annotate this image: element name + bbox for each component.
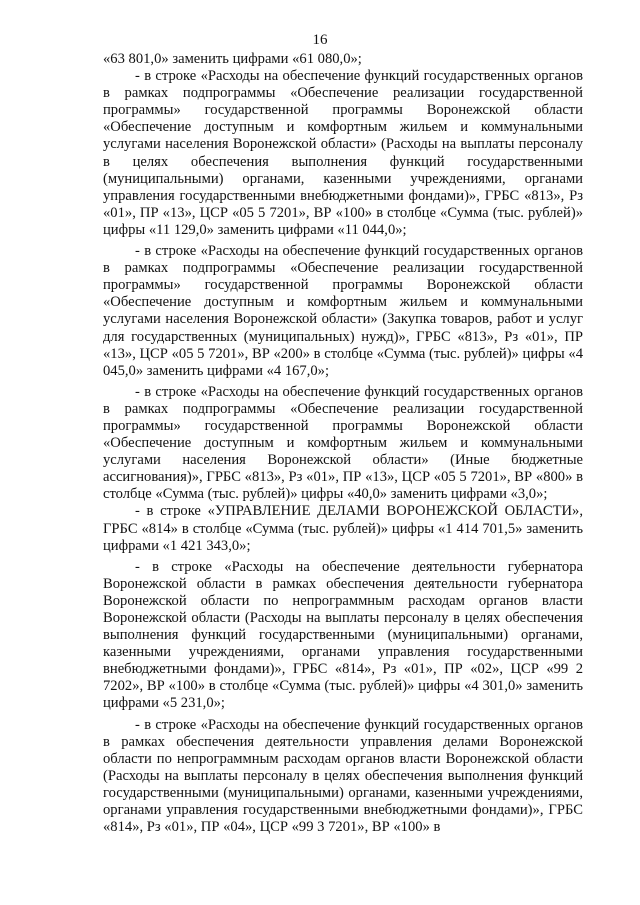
- paragraph-item: - в строке «Расходы на обеспечение функций государственных органов в рамках подпрограммы «Обеспечение реализации государственной программы» государственной программы Воронежской области «Обеспечение доступным и комфортным жильем и коммунальными услугами населения Воронежской области» (Иные бюджетные ассигнования)», ГРБС «813», Рз «01», ПР «13», ЦСР «05 5 7201», ВР «800» в столбце «Сумма (тыс. рублей)» цифры «40,0» заменить цифрами «3,0»;: [103, 383, 583, 503]
- paragraph-item: - в строке «Расходы на обеспечение функций государственных органов в рамках подпрограммы «Обеспечение реализации государственной программы» государственной программы Воронежской области «Обеспечение доступным и комфортным жильем и коммунальными услугами населения Воронежской области» (Закупка товаров, работ и услуг для государственных (муниципальных) нужд)», ГРБС «813», Рз «01», ПР «13», ЦСР «05 5 7201», ВР «200» в столбце «Сумма (тыс. рублей)» цифры «4 045,0» заменить цифрами «4 167,0»;: [103, 243, 583, 379]
- page-number: 16: [312, 32, 328, 48]
- paragraph-item: - в строке «Расходы на обеспечение деятельности губернатора Воронежской области в рамках обеспечения деятельности губернатора Воронежской области по непрограммным расходам органов власти Воронежской области (Расходы на выплаты персоналу в целях обеспечения выполнения функций государственными (муниципальными) органами, казенными учреждениями, органами управления государственными внебюджетными фондами)», ГРБС «814», Рз «01», ПР «02», ЦСР «99 2 7202», ВР «100» в столбце «Сумма (тыс. рублей)» цифры «4 301,0» заменить цифрами «5 231,0»;: [103, 558, 583, 712]
- paragraph-continuation: «63 801,0» заменить цифрами «61 080,0»;: [103, 51, 362, 67]
- paragraph-item: - в строке «Расходы на обеспечение функций государственных органов в рамках подпрограммы «Обеспечение реализации государственной программы» государственной программы Воронежской области «Обеспечение доступным и комфортным жильем и коммунальными услугами населения Воронежской области» (Расходы на выплаты персоналу в целях обеспечения выполнения функций государственными (муниципальными) органами, казенными учреждениями, органами управления государственными внебюджетными фондами)», ГРБС «813», Рз «01», ПР «13», ЦСР «05 5 7201», ВР «100» в столбце «Сумма (тыс. рублей)» цифры «11 129,0» заменить цифрами «11 044,0»;: [103, 68, 583, 238]
- document-body: [103, 51, 583, 836]
- paragraph-item: - в строке «Расходы на обеспечение функций государственных органов в рамках обеспечения деятельности управления делами Воронежской области по непрограммным расходам органов власти Воронежской области (Расходы на выплаты персоналу в целях обеспечения выполнения функций государственными (муниципальными) органами, казенными учреждениями, органами управления государственными внебюджетными фондами)», ГРБС «814», Рз «01», ПР «04», ЦСР «99 3 7201», ВР «100» в: [103, 716, 583, 836]
- paragraph-item: - в строке «УПРАВЛЕНИЕ ДЕЛАМИ ВОРОНЕЖСКОЙ ОБЛАСТИ», ГРБС «814» в столбце «Сумма (тыс. рублей)» цифры «1 414 701,5» заменить цифрами «1 421 343,0»;: [103, 503, 583, 554]
